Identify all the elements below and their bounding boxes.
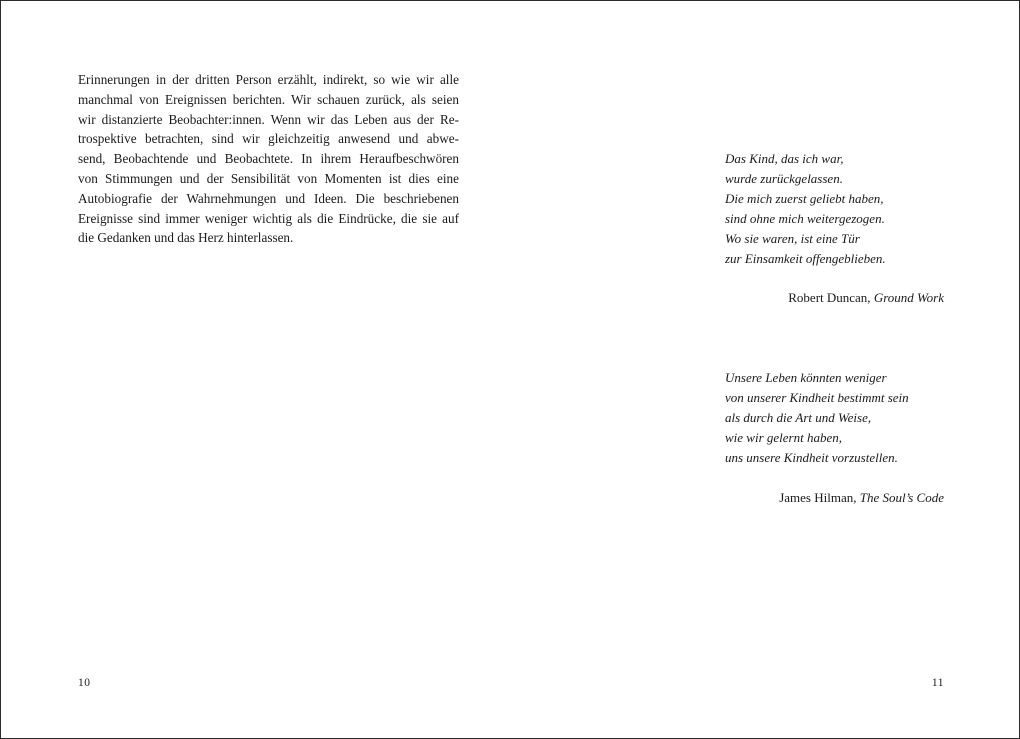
verse-line: uns unsere Kindheit vorzustellen. (725, 449, 898, 465)
epigraph-attribution (725, 488, 944, 508)
body-paragraph (78, 70, 459, 248)
verse-line: von unserer Kindheit bestimmt sein (725, 389, 909, 405)
paragraph-line: von Stimmungen und der Sensibilität von Momenten ist dies eine (78, 170, 459, 186)
left-page (1, 1, 510, 738)
epigraph-verse (725, 149, 944, 268)
epigraph-hilman (725, 368, 944, 507)
epigraph-attribution (725, 288, 944, 308)
paragraph-line: Ereignisse sind immer weniger wichtig als die Eindrücke, die sie auf (78, 210, 459, 226)
verse-line: wurde zurückgelassen. (725, 170, 843, 186)
epigraph-verse (725, 368, 944, 468)
verse-line: Unsere Leben könnten weniger (725, 370, 887, 385)
paragraph-line: manchmal von Ereignissen berichten. Wir schauen zurück, als seien (78, 91, 459, 107)
verse-line: wie wir gelernt haben, (725, 429, 842, 445)
page-number-right: 11 (931, 677, 944, 689)
right-page (510, 1, 1019, 738)
attribution-work: Ground Work (873, 290, 944, 306)
paragraph-line: die Gedanken und das Herz hinterlassen. (78, 230, 294, 246)
verse-line: Wo sie waren, ist eine Tür (725, 230, 860, 246)
attribution-author: Robert Duncan, (788, 290, 871, 306)
paragraph-line: wir distanzierte Beobachter:innen. Wenn wir das Leben aus der Re- (78, 111, 459, 127)
verse-line: Die mich zuerst geliebt haben, (725, 190, 884, 206)
attribution-author: James Hilman, (779, 489, 857, 505)
verse-line: sind ohne mich weitergezogen. (725, 210, 885, 226)
attribution-work: The Soul’s Code (859, 489, 944, 505)
verse-line: Das Kind, das ich war, (725, 151, 844, 166)
verse-line: zur Einsamkeit offengeblieben. (725, 250, 886, 266)
verse-line: als durch die Art und Weise, (725, 409, 872, 425)
paragraph-line: send, Beobachtende und Beobachtete. In ihrem Heraufbeschwören (78, 151, 459, 167)
paragraph-line: Autobiografie der Wahrnehmungen und Ideen. Die beschriebenen (78, 190, 459, 206)
epigraph-duncan (725, 149, 944, 308)
page-number-left: 10 (78, 677, 91, 689)
paragraph-line: trospektive betrachten, sind wir gleichzeitig anwesend und abwe- (78, 131, 459, 147)
paragraph-line: Erinnerungen in der dritten Person erzählt, indirekt, so wie wir alle (78, 72, 459, 87)
